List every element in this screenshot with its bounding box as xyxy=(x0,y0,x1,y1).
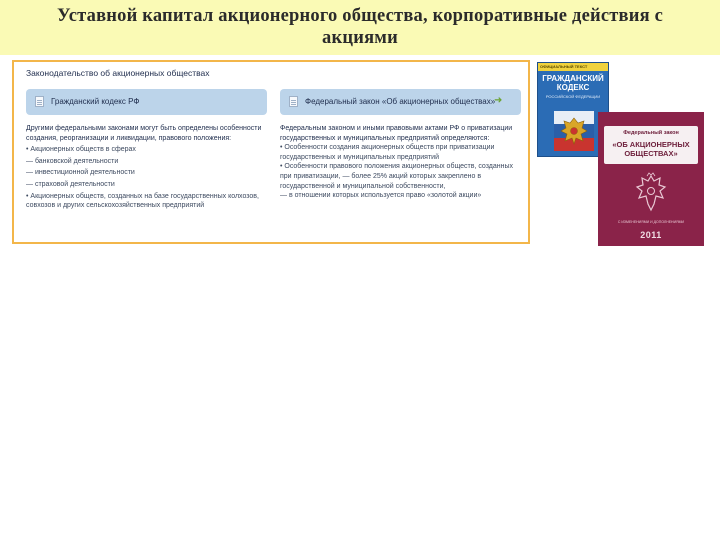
panel-heading: Законодательство об акционерных обществах xyxy=(26,68,210,78)
book-title: «ОБ АКЦИОНЕРНЫХ ОБЩЕСТВАХ» xyxy=(612,140,690,158)
list-item: — страховой деятельности xyxy=(26,180,115,188)
book-subtitle: РОССИЙСКОЙ ФЕДЕРАЦИИ xyxy=(545,94,601,99)
list-item: — инвестиционной деятельности xyxy=(26,169,135,177)
book-title: ГРАЖДАНСКИЙ КОДЕКС xyxy=(542,74,604,92)
list-item: • Акционерных обществ, созданных на базе государственных колхозов, совхозов и других сельскохозяйственных предприятий xyxy=(26,192,259,210)
document-icon xyxy=(35,96,44,107)
double-headed-eagle-emblem xyxy=(633,172,669,216)
book-top-band xyxy=(538,63,608,71)
legislation-panel xyxy=(12,60,530,244)
jsc-law-header xyxy=(280,89,521,115)
book-kicker: Федеральный закон xyxy=(623,130,679,136)
jsc-law-label: Федеральный закон «Об акционерных обществах» xyxy=(305,97,496,106)
civil-code-label: Гражданский кодекс РФ xyxy=(51,97,140,106)
slide-title: Уставной капитал акционерного общества, корпоративные действия с акциями xyxy=(56,6,664,48)
civil-code-lead: Другими федеральными законами могут быть определены особенности создания, реорганизации и ликвидации, правового положения: xyxy=(26,125,262,142)
jsc-law-column xyxy=(280,124,516,201)
slide-title-bar xyxy=(0,0,720,55)
book-year: 2011 xyxy=(640,230,662,240)
arrow-right-icon: ➜ xyxy=(494,95,503,106)
book-subtitle: С ИЗМЕНЕНИЯМИ И ДОПОЛНЕНИЯМИ xyxy=(617,220,685,224)
document-icon xyxy=(289,96,298,107)
list-item: — банковской деятельности xyxy=(26,157,119,165)
list-item: • Особенности создания акционерных обществ при приватизации государственных и муниципальных предприятий xyxy=(280,144,495,161)
list-item: — в отношении которых используется право «золотой акции» xyxy=(280,192,482,200)
jsc-law-book-cover xyxy=(598,112,704,246)
list-item: • Акционерных обществ в сферах xyxy=(26,146,136,154)
list-item: • Особенности правового положения акционерных обществ, созданных при приватизации, — более 25% акций которых закреплено в государственной и муниципальной собственности, xyxy=(280,163,514,190)
book-label xyxy=(604,126,698,164)
civil-code-header xyxy=(26,89,267,115)
jsc-law-lead: Федеральным законом и иными правовыми актами РФ о приватизации государственных и муниципальных предприятий определяются: xyxy=(280,125,513,142)
double-headed-eagle-emblem xyxy=(554,111,594,151)
book-band-text: ОФИЦИАЛЬНЫЙ ТЕКСТ xyxy=(540,64,588,69)
civil-code-column xyxy=(26,124,262,211)
